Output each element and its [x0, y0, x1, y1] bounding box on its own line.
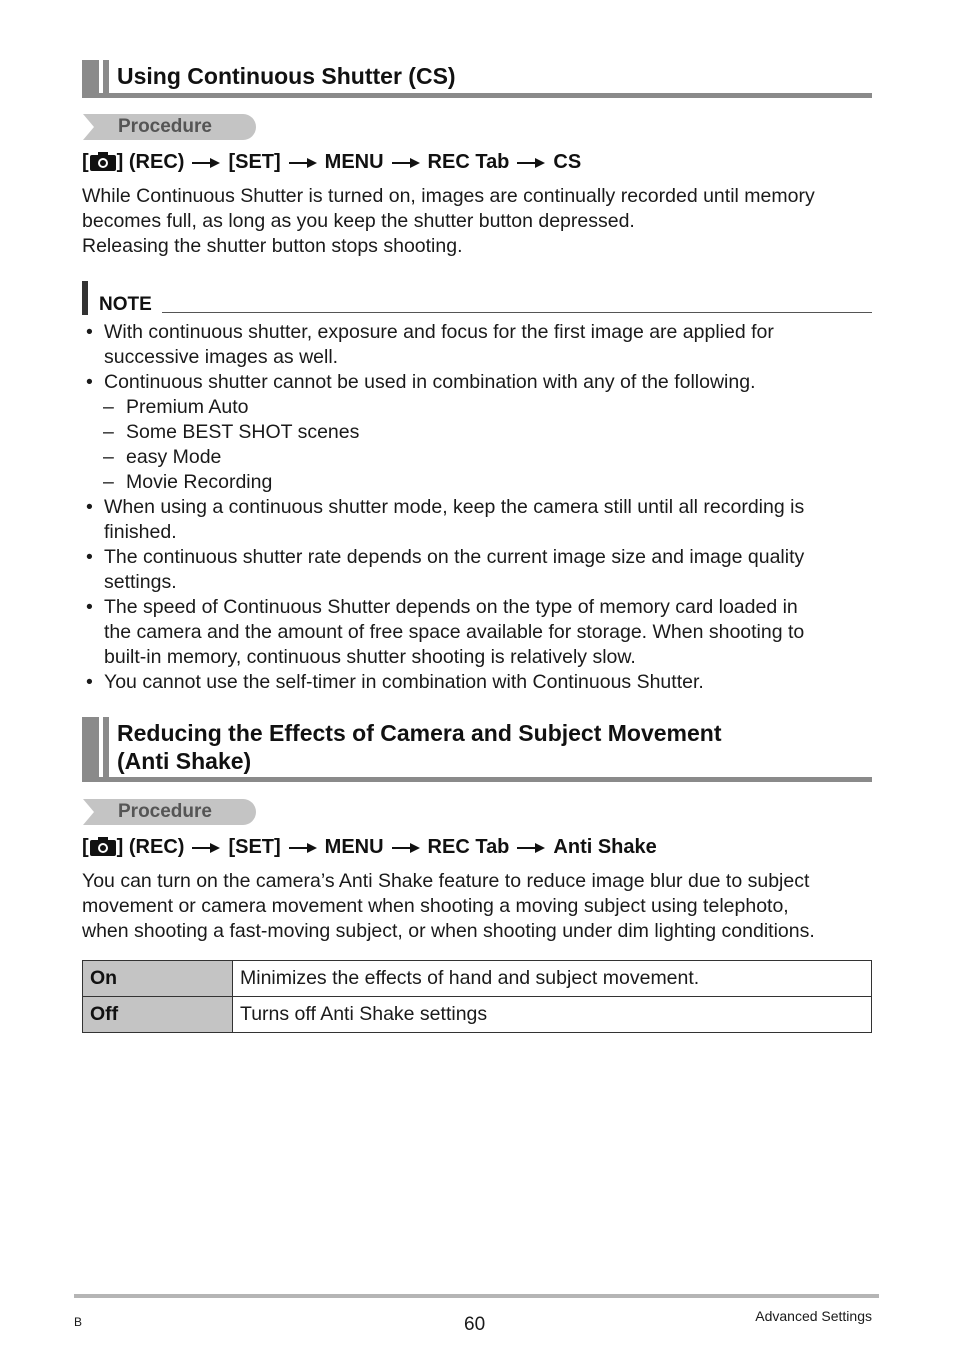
list-item: • The speed of Continuous Shutter depends on the type of memory card loaded in — [86, 596, 798, 618]
footer-section-name: Advanced Settings — [755, 1308, 872, 1324]
page-number: 60 — [464, 1314, 486, 1335]
heading-bar — [82, 717, 99, 782]
path-anti-shake: Anti Shake — [553, 836, 657, 858]
list-item-continued: successive images as well. — [104, 346, 339, 368]
body-line: movement or camera movement when shooting a moving subject using telephoto, — [82, 895, 789, 917]
camera-icon — [90, 837, 116, 856]
anti-shake-settings-table — [82, 960, 872, 1033]
table-value: Minimizes the effects of hand and subject movement. — [233, 961, 872, 997]
procedure-notch — [83, 799, 94, 825]
path-set: [SET] — [228, 836, 281, 858]
body-line: becomes full, as long as you keep the shutter button depressed. — [82, 210, 635, 232]
path-rec: ] (REC) — [116, 836, 185, 858]
list-item: • When using a continuous shutter mode, keep the camera still until all recording is — [86, 496, 805, 518]
procedure-tag — [83, 114, 256, 140]
list-item: • Continuous shutter cannot be used in combination with any of the following. — [86, 371, 756, 393]
list-item-continued: settings. — [104, 571, 177, 593]
procedure-tag — [83, 799, 256, 825]
table-value: Turns off Anti Shake settings — [233, 997, 872, 1033]
heading-rule — [82, 93, 872, 98]
list-item-continued: built-in memory, continuous shutter shooting is relatively slow. — [104, 646, 636, 668]
path-menu: MENU — [324, 151, 384, 173]
table-row — [83, 961, 872, 997]
heading-rule — [82, 777, 872, 782]
body-line: when shooting a fast-moving subject, or when shooting under dim lighting conditions. — [82, 920, 815, 942]
list-item: • The continuous shutter rate depends on the current image size and image quality — [86, 546, 805, 568]
body-line: Releasing the shutter button stops shooting. — [82, 235, 463, 257]
menu-path: [ ] (REC) [SET] MENU REC Tab CS — [82, 151, 582, 173]
path-set: [SET] — [228, 151, 281, 173]
arrow-right-icon — [517, 157, 545, 169]
table-row — [83, 997, 872, 1033]
arrow-right-icon — [192, 157, 220, 169]
note-rule — [162, 312, 872, 313]
note-bar — [82, 281, 88, 315]
body-line: You can turn on the camera’s Anti Shake feature to reduce image blur due to subject — [82, 870, 810, 892]
path-cs: CS — [553, 151, 582, 173]
note-heading — [82, 281, 872, 315]
list-item: • With continuous shutter, exposure and focus for the first image are applied for — [86, 321, 774, 343]
heading-bar — [103, 717, 109, 782]
list-item: • You cannot use the self-timer in combination with Continuous Shutter. — [86, 671, 704, 693]
path-rec: ] (REC) — [116, 151, 185, 173]
section-title-line1: Reducing the Effects of Camera and Subject Movement — [117, 720, 722, 746]
arrow-right-icon — [392, 157, 420, 169]
path-menu: MENU — [324, 836, 384, 858]
footer-left-mark: B — [74, 1315, 83, 1329]
section2-body — [82, 869, 882, 944]
section1-body — [82, 184, 882, 259]
list-item-continued: finished. — [104, 521, 177, 543]
section-heading-continuous-shutter — [82, 60, 872, 98]
arrow-right-icon — [192, 842, 220, 854]
note-list — [82, 320, 882, 695]
list-item-continued: the camera and the amount of free space available for storage. When shooting to — [104, 621, 805, 643]
arrow-right-icon — [289, 157, 317, 169]
arrow-right-icon — [517, 842, 545, 854]
section-title-line2: (Anti Shake) — [117, 748, 252, 774]
table-key: Off — [83, 997, 233, 1033]
procedure-notch — [83, 114, 94, 140]
body-line: While Continuous Shutter is turned on, images are continually recorded until memory — [82, 185, 815, 207]
note-label: NOTE — [99, 294, 152, 315]
section-title: Using Continuous Shutter (CS) — [117, 63, 456, 89]
footer-rule — [74, 1294, 879, 1298]
path-rec-tab: REC Tab — [427, 836, 510, 858]
path-rec-tab: REC Tab — [427, 151, 510, 173]
sub-list-item: – Premium Auto — [103, 396, 249, 418]
menu-path: [ ] (REC) [SET] MENU REC Tab Anti Shake — [82, 836, 657, 858]
sub-list-item: – easy Mode — [103, 446, 222, 468]
camera-icon — [90, 152, 116, 171]
table-key: On — [83, 961, 233, 997]
arrow-right-icon — [289, 842, 317, 854]
procedure-label: Procedure — [118, 801, 212, 822]
sub-list-item: – Movie Recording — [103, 471, 273, 493]
arrow-right-icon — [392, 842, 420, 854]
section-heading-anti-shake — [82, 717, 872, 782]
procedure-label: Procedure — [118, 116, 212, 137]
sub-list-item: – Some BEST SHOT scenes — [103, 421, 360, 443]
